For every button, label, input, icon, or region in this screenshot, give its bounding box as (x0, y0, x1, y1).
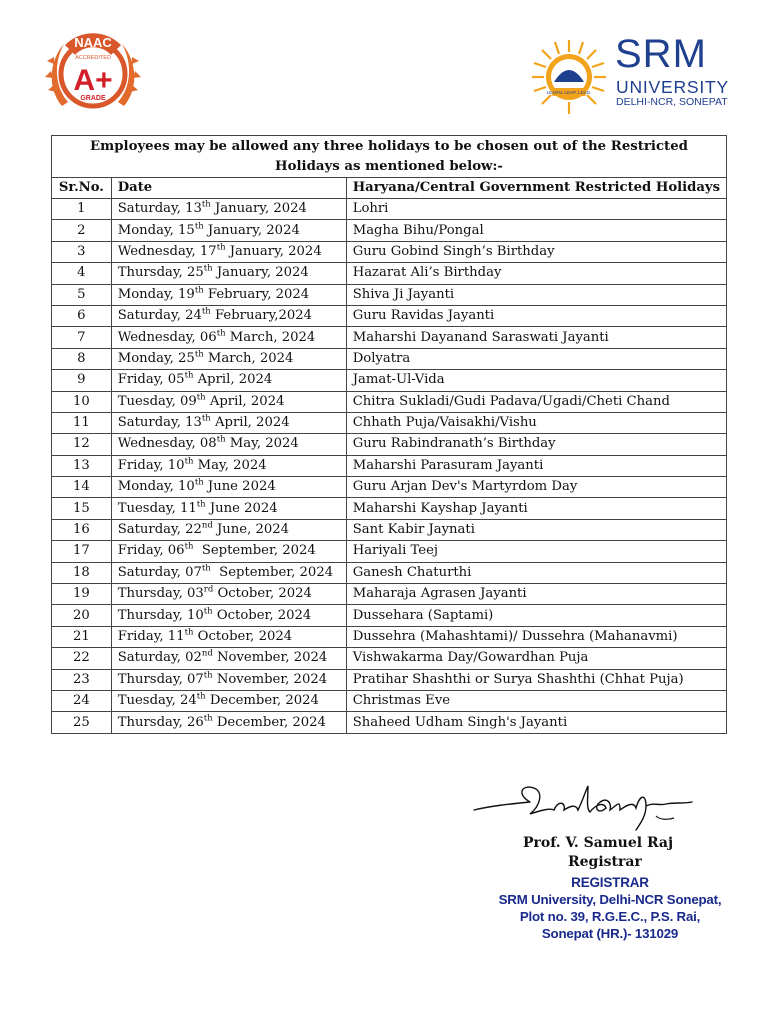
naac-label: NAAC (74, 35, 112, 50)
row-holiday: Jamat-Ul-Vida (346, 370, 726, 391)
row-holiday: Shaheed Udham Singh's Jayanti (346, 712, 726, 733)
row-holiday: Hazarat Ali’s Birthday (346, 263, 726, 284)
table-row (52, 305, 727, 326)
row-date: Thursday, 25th January, 2024 (111, 263, 346, 284)
row-date: Monday, 10th June 2024 (111, 477, 346, 498)
table-row (52, 391, 727, 412)
row-date: Thursday, 07th November, 2024 (111, 669, 346, 690)
row-sr-no: 20 (52, 605, 112, 626)
srm-location-label: DELHI-NCR, SONEPAT (616, 96, 728, 108)
row-sr-no: 11 (52, 412, 112, 433)
table-header-row (52, 178, 727, 199)
row-date: Saturday, 07th September, 2024 (111, 562, 346, 583)
row-sr-no: 10 (52, 391, 112, 412)
table-row (52, 434, 727, 455)
row-sr-no: 1 (52, 199, 112, 220)
row-holiday: Dussehara (Saptami) (346, 605, 726, 626)
row-sr-no: 12 (52, 434, 112, 455)
row-date: Friday, 10th May, 2024 (111, 455, 346, 476)
row-sr-no: 3 (52, 241, 112, 262)
registrar-stamp (496, 874, 724, 942)
table-row (52, 348, 727, 369)
row-holiday: Sant Kabir Jaynati (346, 519, 726, 540)
row-date: Saturday, 13th April, 2024 (111, 412, 346, 433)
srm-wordmark: SRM (615, 32, 707, 76)
row-holiday: Guru Rabindranath’s Birthday (346, 434, 726, 455)
row-holiday: Guru Arjan Dev's Martyrdom Day (346, 477, 726, 498)
row-date: Tuesday, 24th December, 2024 (111, 690, 346, 711)
row-date: Friday, 05th April, 2024 (111, 370, 346, 391)
header-date: Date (111, 178, 346, 199)
row-holiday: Chitra Sukladi/Gudi Padava/Ugadi/Cheti Chand (346, 391, 726, 412)
naac-a-plus-badge (44, 28, 142, 116)
row-holiday: Dussehra (Mahashtami)/ Dussehra (Mahanavmi) (346, 626, 726, 647)
table-row (52, 263, 727, 284)
srm-university-label: UNIVERSITY (616, 77, 730, 97)
row-sr-no: 17 (52, 541, 112, 562)
table-intro-text: Employees may be allowed any three holidays to be chosen out of the Restricted Holidays as mentioned below:- (52, 136, 727, 178)
row-date: Saturday, 22nd June, 2024 (111, 519, 346, 540)
row-sr-no: 22 (52, 648, 112, 669)
table-row (52, 690, 727, 711)
naac-grade-label: GRADE (80, 95, 106, 102)
row-holiday: Chhath Puja/Vaisakhi/Vishu (346, 412, 726, 433)
row-holiday: Maharshi Dayanand Saraswati Jayanti (346, 327, 726, 348)
row-holiday: Guru Gobind Singh’s Birthday (346, 241, 726, 262)
row-date: Thursday, 10th October, 2024 (111, 605, 346, 626)
emblem-tagline: LEARN. LEAP. LEAD. (546, 90, 592, 95)
row-sr-no: 23 (52, 669, 112, 690)
row-date: Saturday, 13th January, 2024 (111, 199, 346, 220)
naac-grade: A+ (73, 64, 113, 97)
row-holiday: Guru Ravidas Jayanti (346, 305, 726, 326)
row-date: Monday, 25th March, 2024 (111, 348, 346, 369)
stamp-line-address: Plot no. 39, R.G.E.C., P.S. Rai, (519, 909, 701, 924)
row-sr-no: 14 (52, 477, 112, 498)
row-date: Wednesday, 08th May, 2024 (111, 434, 346, 455)
row-date: Saturday, 24th February,2024 (111, 305, 346, 326)
signatory-title: Registrar (568, 854, 642, 870)
row-sr-no: 21 (52, 626, 112, 647)
table-row (52, 477, 727, 498)
table-row (52, 327, 727, 348)
row-date: Monday, 15th January, 2024 (111, 220, 346, 241)
row-sr-no: 16 (52, 519, 112, 540)
stamp-line-registrar: REGISTRAR (571, 875, 649, 890)
row-date: Monday, 19th February, 2024 (111, 284, 346, 305)
table-row (52, 498, 727, 519)
row-sr-no: 15 (52, 498, 112, 519)
table-row (52, 241, 727, 262)
row-holiday: Magha Bihu/Pongal (346, 220, 726, 241)
table-row (52, 584, 727, 605)
srm-sun-emblem (530, 38, 608, 116)
row-sr-no: 24 (52, 690, 112, 711)
table-row (52, 412, 727, 433)
row-date: Friday, 11th October, 2024 (111, 626, 346, 647)
row-holiday: Ganesh Chaturthi (346, 562, 726, 583)
table-row (52, 284, 727, 305)
table-row (52, 626, 727, 647)
row-sr-no: 19 (52, 584, 112, 605)
row-holiday: Shiva Ji Jayanti (346, 284, 726, 305)
row-holiday: Maharaja Agrasen Jayanti (346, 584, 726, 605)
row-date: Tuesday, 11th June 2024 (111, 498, 346, 519)
table-row (52, 370, 727, 391)
row-sr-no: 9 (52, 370, 112, 391)
table-row (52, 455, 727, 476)
table-intro-row (52, 136, 727, 178)
table-row (52, 562, 727, 583)
header-sr-no: Sr.No. (52, 178, 112, 199)
row-holiday: Pratihar Shashthi or Surya Shashthi (Chhat Puja) (346, 669, 726, 690)
table-row (52, 519, 727, 540)
row-holiday: Hariyali Teej (346, 541, 726, 562)
restricted-holidays-table (51, 135, 727, 734)
table-row (52, 712, 727, 733)
row-sr-no: 8 (52, 348, 112, 369)
row-date: Tuesday, 09th April, 2024 (111, 391, 346, 412)
header-holiday: Haryana/Central Government Restricted Holidays (346, 178, 726, 199)
row-holiday: Maharshi Parasuram Jayanti (346, 455, 726, 476)
row-sr-no: 25 (52, 712, 112, 733)
row-holiday: Vishwakarma Day/Gowardhan Puja (346, 648, 726, 669)
row-holiday: Christmas Eve (346, 690, 726, 711)
table-row (52, 541, 727, 562)
row-date: Wednesday, 17th January, 2024 (111, 241, 346, 262)
row-holiday: Lohri (346, 199, 726, 220)
table-row (52, 199, 727, 220)
row-sr-no: 6 (52, 305, 112, 326)
row-date: Thursday, 03rd October, 2024 (111, 584, 346, 605)
row-date: Thursday, 26th December, 2024 (111, 712, 346, 733)
handwritten-signature (470, 776, 710, 838)
table-row (52, 648, 727, 669)
row-sr-no: 18 (52, 562, 112, 583)
table-row (52, 669, 727, 690)
row-sr-no: 2 (52, 220, 112, 241)
row-holiday: Dolyatra (346, 348, 726, 369)
signatory-name: Prof. V. Samuel Raj (523, 835, 674, 851)
row-date: Friday, 06th September, 2024 (111, 541, 346, 562)
row-sr-no: 7 (52, 327, 112, 348)
stamp-line-city: Sonepat (HR.)- 131029 (541, 926, 679, 941)
stamp-line-university: SRM University, Delhi-NCR Sonepat, (498, 892, 722, 907)
table-row (52, 605, 727, 626)
row-date: Saturday, 02nd November, 2024 (111, 648, 346, 669)
naac-accredited-label: ACCREDITED (75, 55, 111, 61)
row-sr-no: 13 (52, 455, 112, 476)
table-row (52, 220, 727, 241)
row-sr-no: 5 (52, 284, 112, 305)
row-sr-no: 4 (52, 263, 112, 284)
row-holiday: Maharshi Kayshap Jayanti (346, 498, 726, 519)
row-date: Wednesday, 06th March, 2024 (111, 327, 346, 348)
